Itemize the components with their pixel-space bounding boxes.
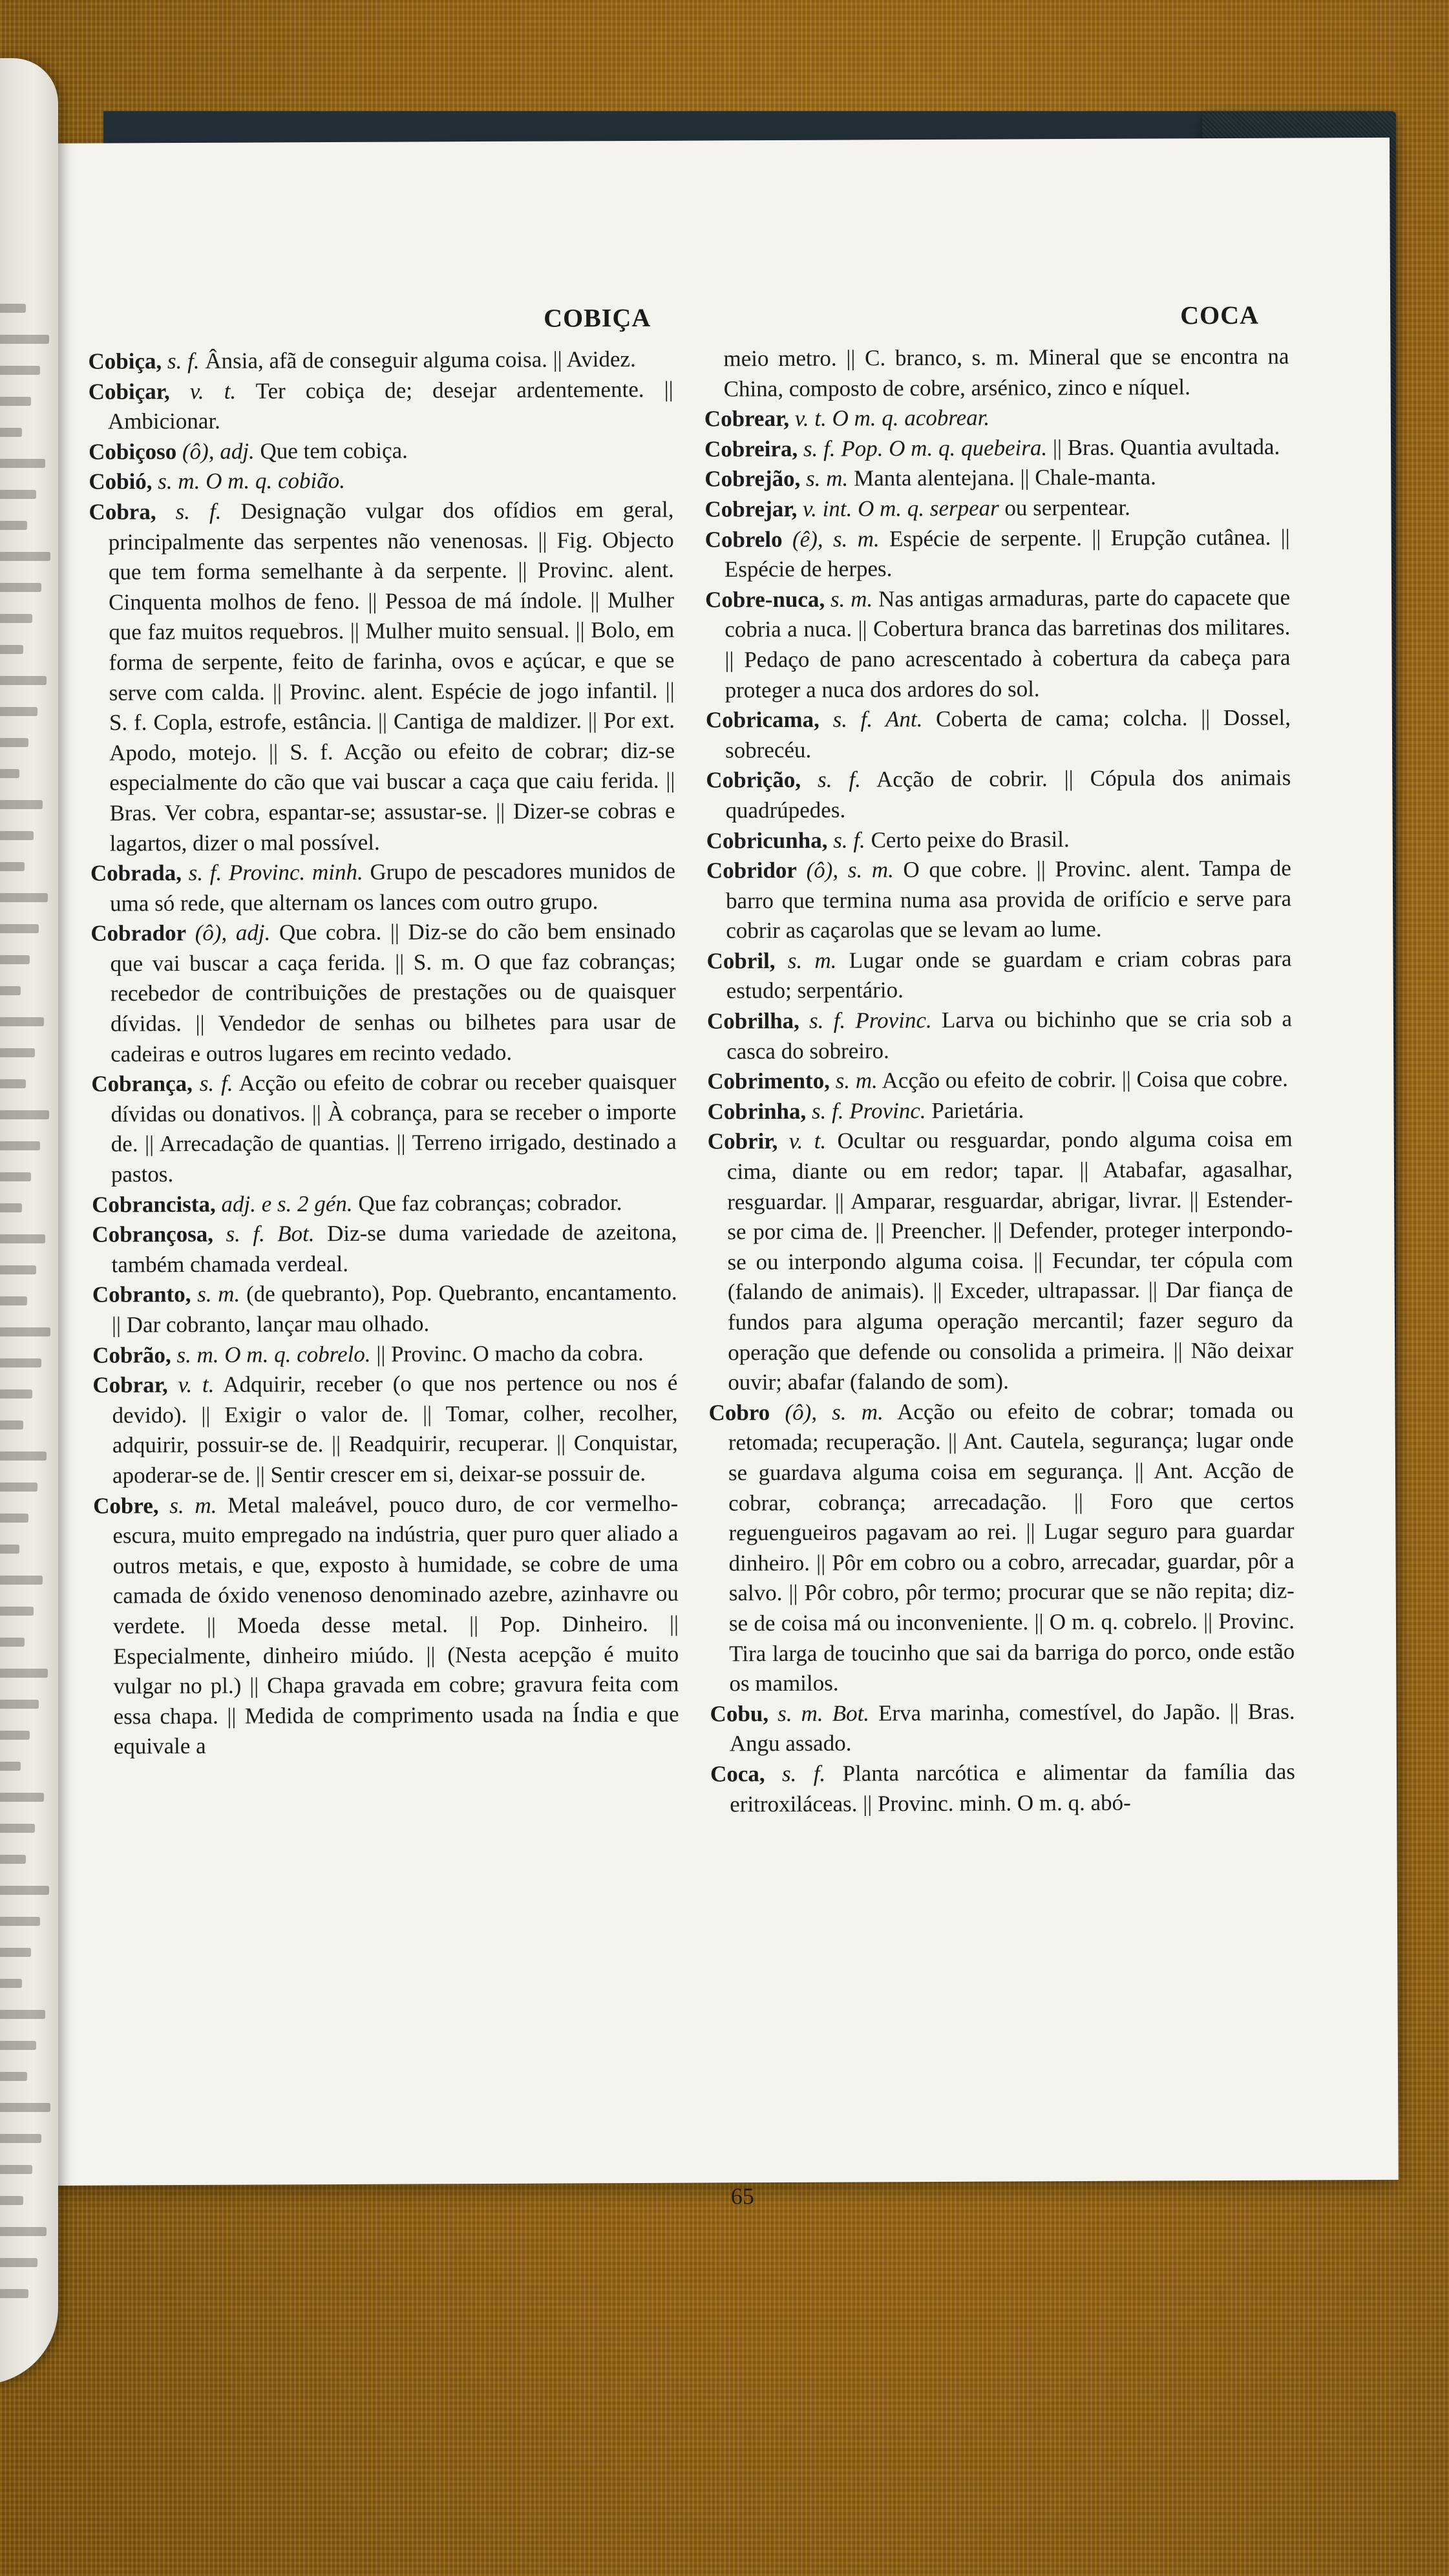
entry-grammar: s. f. Provinc.: [811, 1097, 926, 1124]
facing-page-text-line: [0, 769, 19, 778]
entry-definition: meio metro. || C. branco, s. m. Mineral que se encontra na China, composto de cobre, arsénico, zinco e níquel.: [723, 343, 1289, 401]
entry-grammar: s. m.: [835, 1068, 878, 1093]
entry-headword: Cobrão,: [92, 1342, 171, 1368]
entry-headword: Cobricunha,: [706, 827, 828, 854]
entry-definition: Lugar onde se guardam e criam cobras para estudo; serpentário.: [726, 945, 1292, 1004]
facing-page-text-line: [0, 1886, 49, 1895]
dictionary-entry: [706, 703, 1291, 766]
dictionary-entry: [707, 1004, 1292, 1067]
entry-headword: Cobrancista,: [92, 1191, 216, 1218]
facing-page-text-line: [0, 2289, 28, 2298]
facing-page-text-line: [0, 1669, 48, 1678]
entry-headword: Cobra,: [89, 499, 156, 525]
facing-page-text-line: [0, 1141, 40, 1150]
entry-definition: Acção ou efeito de cobrar; tomada ou retomada; recuperação. || Ant. Cautela, segurança; lugar onde se guardava alguma coisa em segurança. || Ant. Acção de cobrar, cobrança; arrecadação. || Foro que certos reguengueiros pagavam ao rei. || Lugar seguro para guardar dinheiro. || Pôr em cobro ou a cobro, arrecadar, guardar, pôr a salvo. || Pôr cobro, pôr termo; procurar que se não repita; diz-se de coisa má ou inconveniente. || O m. q. cobrelo. || Provinc. Tira larga de toucinho que sai da barriga do porco, onde estão os mamilos.: [728, 1397, 1295, 1696]
facing-page-text-line: [0, 1855, 26, 1864]
entry-definition: Que faz cobranças; cobrador.: [358, 1189, 622, 1216]
dictionary-entry: [93, 1488, 679, 1762]
entry-grammar: (ô), s. m.: [806, 857, 894, 883]
facing-page-text-line: [0, 490, 36, 499]
entry-definition: Manta alentejana. || Chale-manta.: [853, 464, 1156, 491]
entry-definition: Coberta de cama; colcha. || Dossel, sobrecéu.: [725, 704, 1291, 763]
facing-page-text-line: [0, 2010, 45, 2019]
facing-page-text-line: [0, 397, 31, 406]
facing-page-text-line: [0, 738, 28, 747]
dictionary-entry: [707, 1064, 1292, 1097]
entry-definition: Nas antigas armaduras, parte do capacete que cobria a nuca. || Cobertura branca das barretinas dos militares. || Pedaço de pano acrescentado à cobertura da cabeça para proteger a nuca dos ardores do sol.: [724, 584, 1291, 702]
facing-page-text-line: [0, 2134, 41, 2143]
entry-definition: Metal maleável, pouco duro, de cor vermelho-escura, muito empregado na indústria, quer puro quer aliado a outros metais, e que, exposto à humidade, se cobre de uma camada de óxido venenoso denominado azebre, azinhavre ou verdete. || Moeda desse metal. || Pop. Dinheiro. || Especialmente, dinheiro miúdo. || (Nesta acepção é muito vulgar no pl.) || Chapa gravada em cobre; gravura feita com essa chapa. || Medida de comprimento usada na Índia e que equivale a: [112, 1490, 679, 1759]
entry-grammar: s. f.: [175, 498, 222, 525]
entry-headword: Cobricama,: [705, 706, 820, 733]
dictionary-entry: [92, 1187, 677, 1220]
entry-grammar: s. f.: [781, 1760, 826, 1786]
facing-page-text-line: [0, 1824, 35, 1833]
entry-grammar: s. m.: [169, 1492, 217, 1518]
entry-headword: Cobiçoso: [88, 438, 177, 465]
entry-definition: (de quebranto), Pop. Quebranto, encantamento. || Dar cobranto, lançar mau olhado.: [111, 1280, 677, 1338]
entry-definition: Adquirir, receber (o que nos pertence ou nos é devido). || Exigir o valor de. || Tomar, colher, recolher, adquirir, possuir-se de. || Readquirir, recuperar. || Conquistar, apoderar-se de. || Sentir crescer em si, deixar-se possuir de.: [112, 1369, 678, 1488]
entry-definition: Que cobra. || Diz-se do cão bem ensinado que vai buscar a caça ferida. || S. m. O que faz cobranças; recebedor de contribuições de prestações ou de quaisquer dívidas. || Vendedor de senhas ou bilhetes para usar de cadeiras e outros lugares em recinto vedado.: [110, 918, 677, 1067]
facing-page-text-line: [0, 676, 47, 685]
entry-headword: Cobiçar,: [88, 378, 170, 405]
facing-page-text-line: [0, 1327, 50, 1336]
facing-page-text-line: [0, 366, 40, 375]
facing-page-text-line: [0, 1048, 35, 1057]
dictionary-entry: [92, 1368, 678, 1491]
entry-headword: Cobre-nuca,: [705, 586, 825, 613]
entry-definition: Acção ou efeito de cobrir. || Coisa que cobre.: [882, 1066, 1288, 1093]
facing-page-text-line: [0, 552, 50, 561]
facing-page-text-line: [0, 955, 30, 964]
entry-headword: Cobrir,: [707, 1128, 778, 1154]
facing-page-text-line: [0, 614, 32, 623]
dictionary-entry: [704, 432, 1289, 465]
entry-headword: Cobrejão,: [704, 466, 801, 492]
entry-definition: ou serpentear.: [1004, 494, 1130, 521]
entry-headword: Cobril,: [706, 947, 776, 974]
running-header-left: COBIÇA: [544, 302, 651, 333]
entry-grammar: (ô), adj.: [195, 920, 271, 946]
entry-grammar: v. int. O m. q. serpear: [803, 495, 999, 522]
entry-definition: Diz-se duma variedade de azeitona, também chamada verdeal.: [111, 1219, 677, 1278]
facing-page-text-line: [0, 1079, 26, 1088]
facing-page-text-line: [0, 1234, 45, 1243]
facing-page-text-line: [0, 893, 48, 902]
entry-headword: Cobrança,: [91, 1071, 193, 1097]
dictionary-entry: [92, 1278, 677, 1340]
facing-page-text-line: [0, 862, 25, 871]
facing-page-text-line: [0, 2041, 36, 2050]
facing-page-text-line: [0, 1265, 36, 1274]
facing-page-text-line: [0, 800, 43, 809]
entry-definition: Acção de cobrir. || Cópula dos animais quadrúpedes.: [725, 765, 1291, 823]
entry-grammar: s. m. O m. q. cobrelo.: [176, 1341, 371, 1367]
entry-grammar: s. f.: [818, 766, 862, 793]
entry-headword: Cobrear,: [704, 406, 790, 432]
entry-definition: Que tem cobiça.: [260, 438, 408, 464]
entry-headword: Cobrição,: [706, 767, 801, 793]
entry-grammar: s. f.: [199, 1070, 233, 1097]
entry-grammar: (ê), s. m.: [792, 525, 880, 552]
dictionary-entry: [708, 1395, 1295, 1699]
dictionary-entry: [704, 342, 1289, 405]
dictionary-entry: [705, 582, 1291, 705]
facing-page-text-line: [0, 2165, 32, 2174]
entry-headword: Coca,: [710, 1761, 765, 1787]
entry-headword: Cobrilha,: [706, 1008, 799, 1034]
dictionary-entry: [706, 823, 1291, 856]
facing-page-text-line: [0, 1389, 32, 1399]
facing-page-text-line: [0, 1979, 22, 1988]
entry-definition: O que cobre. || Provinc. alent. Tampa de barro que termina numa asa provida de orifício e serve para cobrir as caçarolas que se levam ao lume.: [726, 855, 1292, 944]
entry-headword: Cobreira,: [704, 436, 798, 462]
entry-definition: Designação vulgar dos ofídios em geral, principalmente das serpentes não venenosas. || Fig. Objecto que tem forma semelhante à da serpente. || Provinc. alent. Cinquenta molhos de feno. || Pessoa de má índole. || Mulher que faz muitos requebros. || Mulher muito sensual. || Bolo, em forma de serpente, feito de farinha, ovos e açúcar, e que se serve com calda. || Provinc. alent. Espécie de jogo infantil. || S. f. Copla, estrofe, estância. || Cantiga de maldizer. || Por ext. Apodo, motejo. || S. f. Acção ou efeito de cobrar; diz-se especialmente do cão que vai buscar a caça que caiu ferida. || Bras. Ver cobra, espantar-se; assustar-se. || Dizer-se cobras e lagartos, dizer o mal possível.: [108, 496, 675, 856]
entry-grammar: s. m. O m. q. cobião.: [158, 468, 346, 494]
entry-grammar: s. m. Bot.: [777, 1700, 870, 1726]
entry-definition: Espécie de serpente. || Erupção cutânea. || Espécie de herpes.: [724, 524, 1290, 582]
facing-page-text-line: [0, 335, 49, 344]
entry-grammar: s. m.: [787, 947, 837, 973]
facing-page-text-line: [0, 1514, 28, 1523]
dictionary-entry: [89, 465, 673, 498]
facing-page-text-line: [0, 1948, 31, 1957]
dictionary-entry: [88, 344, 673, 377]
facing-page-text-line: [0, 1793, 44, 1802]
dictionary-entry: [92, 1218, 677, 1280]
entry-headword: Cobrelo: [704, 526, 783, 553]
dictionary-entry: [707, 1094, 1292, 1127]
dictionary-entry: [706, 763, 1291, 826]
facing-page-text-line: [0, 1110, 49, 1119]
facing-page-text-line: [0, 1700, 39, 1709]
facing-page-text-line: [0, 924, 39, 933]
facing-page-text-line: [0, 645, 23, 654]
dictionary-entry: [708, 1124, 1294, 1398]
entry-grammar: v. t.: [788, 1128, 827, 1154]
facing-page-text-line: [0, 1452, 47, 1461]
dictionary-entry: [706, 944, 1291, 1006]
facing-page-text-line: [0, 428, 22, 437]
facing-page-text-line: [0, 1017, 44, 1026]
dictionary-entry: [89, 495, 675, 859]
dictionary-entry: [90, 916, 676, 1070]
entry-grammar: s. m.: [197, 1282, 240, 1307]
facing-page-text-line: [0, 1358, 41, 1367]
entry-definition: Certo peixe do Brasil.: [871, 826, 1070, 852]
dictionary-entry: [89, 374, 673, 437]
entry-grammar: (ô), s. m.: [785, 1399, 883, 1425]
entry-headword: Cobrançosa,: [92, 1221, 214, 1247]
entry-headword: Cobrador: [90, 920, 187, 946]
running-header-right: COCA: [1180, 300, 1260, 330]
entry-definition: Acção ou efeito de cobrar ou receber quaisquer dívidas ou donativos. || À cobrança, para se receber o importe de. || Arrecadação de quantias. || Terreno irrigado, destinado a pastos.: [111, 1068, 677, 1187]
entry-grammar: s. f.: [167, 348, 200, 374]
entry-definition: Parietária.: [931, 1097, 1024, 1123]
entry-definition: Ter cobiça de; desejar ardentemente. || Ambicionar.: [107, 376, 673, 434]
dictionary-entry: [92, 1338, 677, 1371]
facing-page-text-line: [0, 304, 26, 313]
entry-headword: Cobrejar,: [704, 496, 798, 522]
facing-page-text-line: [0, 1203, 22, 1212]
entry-grammar: s. m.: [830, 586, 873, 612]
entry-headword: Cobió,: [89, 469, 153, 495]
dictionary-entry: [91, 1067, 677, 1190]
entry-headword: Cobridor: [706, 857, 798, 883]
left-column: [88, 344, 679, 1762]
entry-headword: Cobrada,: [90, 860, 182, 886]
entry-grammar: adj. e s. 2 gén.: [221, 1190, 353, 1217]
facing-page-text-line: [0, 1483, 37, 1492]
dictionary-entry: [89, 435, 673, 468]
entry-grammar: s. f. Pop. O m. q. quebeira.: [803, 434, 1048, 461]
facing-page-text-line: [0, 986, 21, 995]
entry-definition: Erva marinha, comestível, do Japão. || Bras. Angu assado.: [729, 1698, 1295, 1757]
facing-page-text-line: [0, 2072, 27, 2081]
entry-definition: Planta narcótica e alimentar da família das eritroxiláceas. || Provinc. minh. O m. q. abó-: [730, 1758, 1296, 1817]
facing-page-text-line: [0, 1576, 43, 1585]
entry-definition: Ocultar ou resguardar, pondo alguma coisa em cima, diante ou em redor; tapar. || Atabafar, agasalhar, resguardar. || Amparar, resguardar, abrigar, livrar. || Estender-se por cima de. || Preencher. || Defender, proteger interpondo-se ou interpondo alguma coisa. || Fecundar, ter cópula com (falando de animais). || Exceder, ultrapassar. || Dar fiança de fundos para alguma operação mercantil; fazer seguro da operação que defende ou consolida a primeira. || Não deixar ouvir; abafar (falando de som).: [726, 1126, 1294, 1395]
entry-headword: Cobro: [708, 1399, 770, 1426]
facing-page-text-line: [0, 1638, 25, 1647]
dictionary-entry: [704, 462, 1289, 495]
entry-grammar: s. f.: [833, 827, 865, 853]
entry-headword: Cobrinha,: [707, 1098, 807, 1124]
facing-page-text-line: [0, 521, 27, 530]
entry-grammar: s. f. Ant.: [832, 706, 923, 732]
page-number: 65: [730, 2183, 754, 2210]
facing-page-text-line: [0, 1762, 21, 1771]
entry-grammar: v. t. O m. q. acobrear.: [794, 405, 990, 432]
entry-definition: Grupo de pescadores munidos de uma só rede, que alternam os lances com outro grupo.: [110, 858, 676, 916]
entry-grammar: s. f. Bot.: [226, 1221, 315, 1247]
facing-page-text-line: [0, 831, 34, 840]
facing-page-text-line: [0, 1296, 27, 1305]
facing-page-text-line: [0, 459, 45, 468]
entry-definition: Ânsia, afã de conseguir alguma coisa. || Avidez.: [205, 346, 636, 374]
dictionary-page: [39, 138, 1399, 2210]
dictionary-entry: [90, 856, 675, 919]
dictionary-entry: [704, 492, 1289, 525]
dictionary-entry: [710, 1757, 1295, 1819]
dictionary-entry: [705, 522, 1290, 585]
entry-headword: Cobre,: [93, 1492, 159, 1519]
facing-page-text-line: [0, 583, 41, 592]
facing-page-text-line: [0, 1731, 30, 1740]
facing-page-text-line: [0, 2258, 37, 2267]
facing-page-text-line: [0, 2103, 50, 2112]
dictionary-entry: [704, 402, 1289, 435]
entry-grammar: s. m.: [806, 465, 849, 492]
entry-headword: Cobu,: [710, 1700, 769, 1727]
dictionary-entry: [706, 854, 1292, 947]
entry-definition: || Bras. Quantia avultada.: [1052, 434, 1280, 460]
dictionary-entry: [710, 1696, 1295, 1759]
entry-definition: || Provinc. O macho da cobra.: [376, 1340, 644, 1367]
entry-grammar: v. t.: [189, 378, 237, 404]
entry-headword: Cobiça,: [88, 348, 162, 374]
entry-grammar: s. f. Provinc.: [809, 1008, 932, 1033]
entry-headword: Cobrar,: [92, 1372, 168, 1398]
facing-page-text-line: [0, 1917, 40, 1926]
facing-page-edge: [0, 58, 58, 2385]
facing-page-text-line: [0, 1607, 34, 1616]
facing-page-text-line: [0, 2227, 47, 2236]
entry-grammar: v. t.: [178, 1372, 215, 1398]
right-column: [704, 342, 1295, 1820]
facing-page-text-line: [0, 1420, 23, 1430]
facing-page-text-line: [0, 1545, 19, 1554]
entry-grammar: (ô), adj.: [182, 438, 255, 464]
facing-page-text-line: [0, 1172, 31, 1181]
facing-page-text-line: [0, 707, 37, 716]
entry-definition: Larva ou bichinho que se cria sob a casca do sobreiro.: [726, 1006, 1293, 1064]
facing-page-text-line: [0, 2196, 23, 2205]
entry-grammar: s. f. Provinc. minh.: [188, 859, 363, 886]
entry-headword: Cobranto,: [92, 1282, 191, 1308]
entry-headword: Cobrimento,: [707, 1068, 830, 1094]
